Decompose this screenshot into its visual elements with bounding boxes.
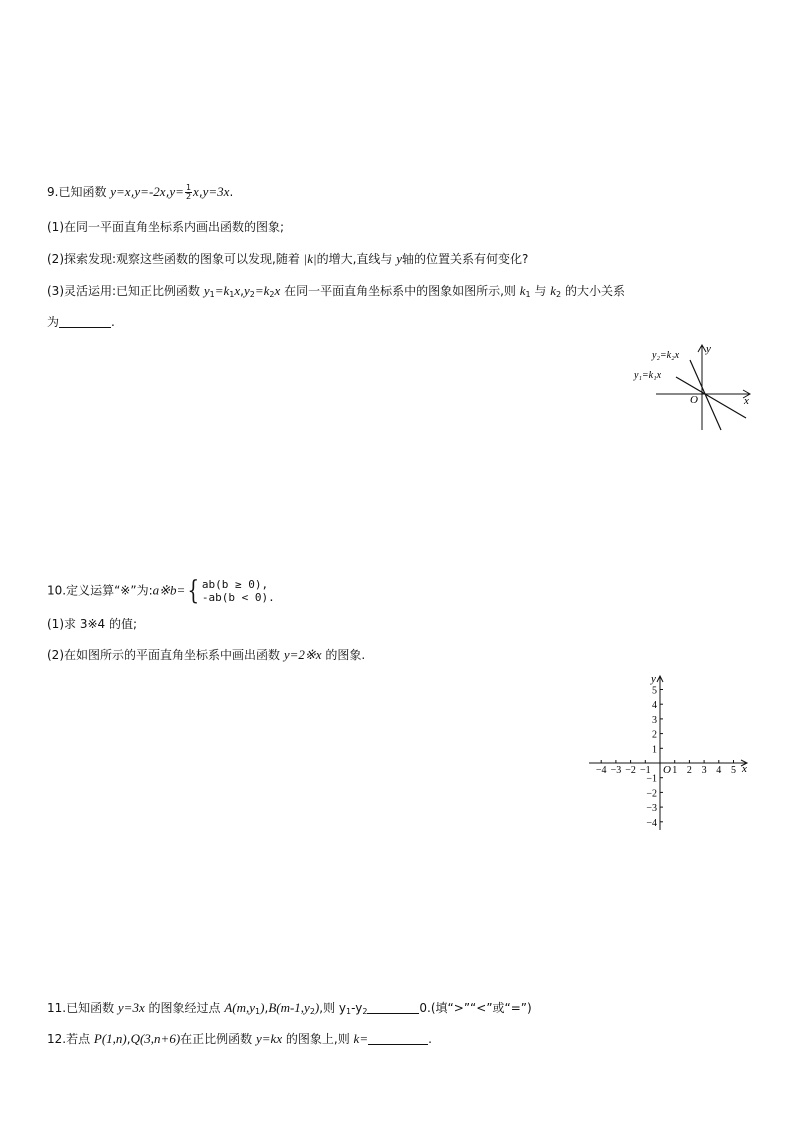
q11 <box>47 1000 532 1020</box>
q9-fraction <box>185 184 192 201</box>
label-y2: y₂=k₂x <box>652 350 680 361</box>
subscript: 2 <box>309 1007 315 1016</box>
case-1: ab(b ≥ 0), <box>201 578 269 591</box>
q10-part2-b: 的图象. <box>321 648 366 662</box>
subscript: 2 <box>556 290 562 299</box>
x-tick-label: 5 <box>731 765 736 776</box>
x-tick-label: 2 <box>686 765 692 776</box>
q9-sep: , <box>240 284 244 298</box>
q9-part3-x2: x <box>274 283 281 298</box>
q9-sep: , <box>165 185 170 199</box>
point-q: Q(3,n+6) <box>130 1031 181 1046</box>
q12-end: . <box>428 1032 432 1046</box>
y-tick-label: 3 <box>652 714 657 726</box>
point-p: P(1,n) <box>93 1031 127 1046</box>
point-a: A(m,y <box>224 1000 256 1015</box>
q12-k: k= <box>353 1031 369 1046</box>
y-tick-label: 2 <box>652 729 657 741</box>
point-b-end: ) <box>314 1000 320 1015</box>
q9-part3-y1: y <box>203 283 210 298</box>
q9-sep: , <box>130 185 135 199</box>
fraction-denominator: 2 <box>185 192 192 201</box>
q12-c: 的图象上,则 <box>282 1032 354 1046</box>
q9-part3-b: 在同一平面直角坐标系中的图象如图所示,则 <box>280 284 520 298</box>
x-tick-label: −3 <box>610 765 622 776</box>
origin-label: O <box>663 764 671 776</box>
q12-function: y=kx <box>256 1031 283 1046</box>
q9-function-3-rhs: x <box>193 184 199 199</box>
q12 <box>47 1031 432 1047</box>
q11-b: 的图象经过点 <box>144 1001 225 1015</box>
q9-function-4: y=3x <box>202 184 230 199</box>
subscript: 1 <box>525 290 531 299</box>
y-tick-label: −1 <box>646 773 657 785</box>
q9-part3-x1: x <box>234 283 241 298</box>
origin-label: O <box>690 394 698 406</box>
subscript: 1 <box>346 1007 352 1016</box>
y-tick-label: 1 <box>652 744 657 756</box>
answer-blank[interactable] <box>59 315 111 328</box>
q9-part3-c: 的大小关系 <box>561 284 625 298</box>
q9-part-1: (1)在同一平面直角坐标系内画出函数的图象; <box>47 220 285 234</box>
x-tick-label: −2 <box>625 765 636 776</box>
q10-cases <box>202 578 275 604</box>
q9-part2-c: 轴的位置关系有何变化? <box>402 252 529 266</box>
q9-function-3-lhs: y= <box>169 184 184 199</box>
q9-end: . <box>229 185 234 199</box>
q10-part-1: (1)求 3※4 的值; <box>47 617 137 631</box>
q9-sep: , <box>198 185 203 199</box>
q9-part2-b: 的增大,直线与 <box>316 252 397 266</box>
q9-part-3 <box>47 283 625 303</box>
q9-part3-k2: k <box>550 283 557 298</box>
x-tick-label: 4 <box>716 765 722 776</box>
y-tick-label: 4 <box>652 700 657 712</box>
q9-part3-k1: k <box>519 283 526 298</box>
q9-title <box>47 184 233 201</box>
y-tick-labels <box>646 686 663 829</box>
point-b: B(m-1,y <box>268 1000 310 1015</box>
x-tick-label: −1 <box>639 765 651 776</box>
q10-function: y=2※x <box>283 647 322 662</box>
q9-part3-y2: y <box>243 283 250 298</box>
q9-part3-d: 为 <box>47 315 60 329</box>
q9-part2-abs-k: |k| <box>303 251 317 266</box>
q9-part3-eq1: =k <box>214 283 230 298</box>
sep: , <box>264 1001 269 1015</box>
x-axis-label: x <box>744 395 749 407</box>
brace-icon: { <box>187 576 200 606</box>
x-tick-label: −4 <box>595 765 607 776</box>
x-tick-label: 3 <box>701 765 707 776</box>
q12-a: 12.若点 <box>47 1032 94 1046</box>
q11-minus: -y <box>351 1001 363 1015</box>
subscript: 1 <box>255 1007 261 1016</box>
q9-part2-a: (2)探索发现:观察这些函数的图象可以发现,随着 <box>47 252 304 266</box>
sep: , <box>126 1032 131 1046</box>
subscript: 2 <box>249 290 255 299</box>
answer-blank[interactable] <box>367 1001 419 1014</box>
point-a-end: ) <box>260 1000 265 1015</box>
q10-title <box>47 578 275 604</box>
x-tick-label: 1 <box>672 765 678 776</box>
q10-coordinate-plane <box>585 672 755 837</box>
fraction-numerator: 1 <box>185 183 192 192</box>
x-axis-label: x <box>742 763 747 775</box>
q9-part3-and: 与 <box>530 284 551 298</box>
q11-c: ,则 y <box>319 1001 346 1015</box>
subscript: 2 <box>269 290 275 299</box>
y-axis-label: y <box>706 343 711 355</box>
q10-title-a: 10.定义运算“※”为: <box>47 583 153 598</box>
q9-function-1: y=x <box>110 184 131 199</box>
q10-part-2 <box>47 647 365 663</box>
q9-part3-end: . <box>111 315 115 329</box>
q9-prefix: 9.已知函数 <box>47 185 111 199</box>
q10-expression: a※b= <box>152 582 186 598</box>
q11-function: y=3x <box>117 1000 145 1015</box>
q9-part3-eq2: =k <box>254 283 270 298</box>
q9-part3-a: (3)灵活运用:已知正比例函数 <box>47 284 204 298</box>
subscript: 1 <box>229 290 235 299</box>
q12-b: 在正比例函数 <box>180 1032 256 1046</box>
y-axis-label: y <box>651 673 656 685</box>
case-2: -ab(b < 0). <box>201 591 275 604</box>
q9-part-3-cont <box>47 314 115 330</box>
q9-graph <box>628 340 758 435</box>
q11-d: 0.(填“>”“<”或“=”) <box>419 1001 532 1015</box>
line-y1 <box>676 377 746 418</box>
q9-part2-y: y <box>396 251 403 266</box>
subscript: 2 <box>362 1007 368 1016</box>
y-tick-label: −2 <box>646 788 657 800</box>
label-y1: y₁=k₁x <box>634 370 662 381</box>
subscript: 1 <box>209 290 215 299</box>
answer-blank[interactable] <box>368 1032 428 1045</box>
q10-part2-a: (2)在如图所示的平面直角坐标系中画出函数 <box>47 648 284 662</box>
q11-a: 11.已知函数 <box>47 1001 118 1015</box>
y-tick-label: 5 <box>652 685 657 697</box>
q9-part-2 <box>47 251 528 267</box>
y-tick-label: −4 <box>646 817 657 829</box>
y-tick-label: −3 <box>646 803 657 815</box>
q9-function-2: y=-2x <box>134 184 166 199</box>
